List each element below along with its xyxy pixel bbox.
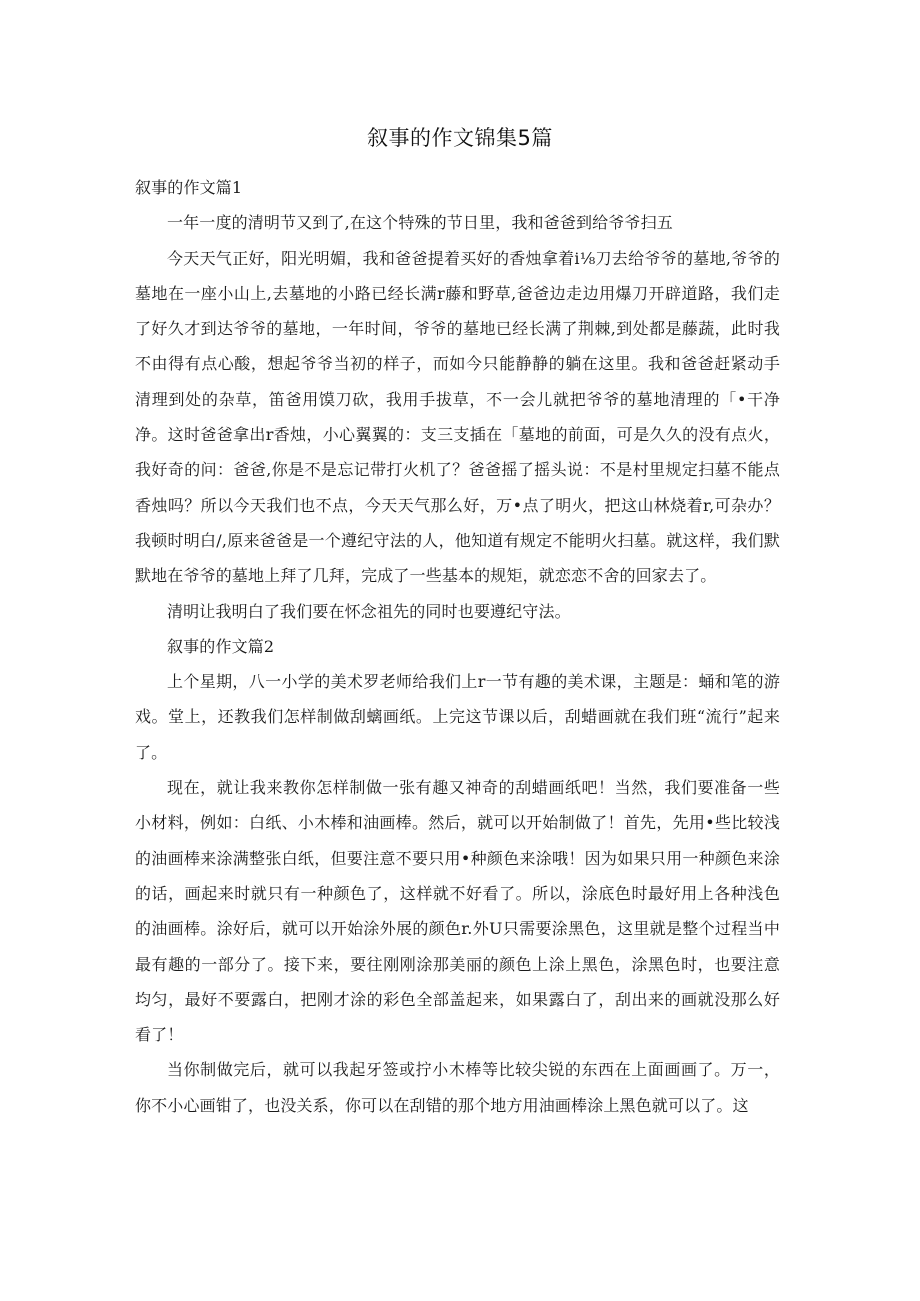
section-heading: 叙事的作文篇1 [135,178,243,197]
paragraph: 当你制做完后，就可以我起牙签或拧小木棒等比较尖锐的东西在上面画画了。万一，你不小心画钳了，也没关系，你可以在刮错的那个地方用油画棒涂上黑色就可以了。这 [135,1060,780,1115]
section-heading: 叙事的作文篇2 [167,636,275,656]
paragraph: 现在，就让我来教你怎样制做一张有趣又神奇的刮蜡画纸吧！当然，我们要准备一些小材料，例如：白纸、小木棒和油画棒。然后，就可以开始制做了！首先，先用•些比较浅的油画棒来涂满整张白纸，但要注意不要只用•种颜色来涂哦！因为如果只用一种颜色来涂的话，画起来时就只有一种颜色了，这样就不好看了。所以，涂底色时最好用上各种浅色的油画棒。涂好后，就可以开始涂外展的颜色r.外U只需要涂黑色，这里就是整个过程当中最有趣的一部分了。接下来，要往刚刚涂那美丽的颜色上涂上黑色，涂黑色时，也要注意均匀，最好不要露白，把刚才涂的彩色全部盖起来，如果露白了，刮出来的画就没那么好看了！ [135,778,780,1045]
paragraph: 清明让我明白了我们要在怀念祖先的同时也要遵纪守法。 [167,601,571,621]
paragraph: 上个星期，八一小学的美术罗老师给我们上r一节有趣的美术课，主题是：蛹和笔的游戏。堂上，还教我们怎样制做刮螭画纸。上完这节课以后，刮蜡画就在我们班“流行”起来了。 [135,672,780,762]
document-title: 叙事的作文锦集5篇 [367,126,553,150]
document-body [135,170,780,1123]
paragraph: 一年一度的清明节又到了,在这个特殊的节日里，我和爸爸到给爷爷扫五 [167,213,673,233]
paragraph: 今天天气正好，阳光明媚，我和爸爸提着买好的香烛拿着i⅛刀去给爷爷的墓地,爷爷的墓地在一座小山上,去墓地的小路已经长满r藤和野草,爸爸边走边用爆刀开辟道路，我们走了好久才到达爷爷的墓地，一年时间，爷爷的墓地已经长满了荆棘,到处都是藤蔬，此时我不由得有点心酸，想起爷爷当初的样子，而如今只能静静的躺在这里。我和爸爸赶紧动手清理到处的杂草，笛爸用馍刀砍，我用手拔草，不一会儿就把爷爷的墓地清理的「•干净净。这时爸爸拿出r香烛，小心翼翼的：支三支插在「墓地的前面，可是久久的没有点火，我好奇的问：爸爸,你是不是忘记带打火机了？爸爸摇了摇头说：不是村里规定扫墓不能点香烛吗？所以今天我们也不点，今天天气那么好，万•点了明火，把这山林烧着r,可杂办？我顿时明白/,原来爸爸是一个遵纪守法的人，他知道有规定不能明火扫墓。就这样，我们默默地在爷爷的墓地上拜了几拜，完成了一些基本的规矩，就恋恋不舍的回家去了。 [135,248,780,586]
